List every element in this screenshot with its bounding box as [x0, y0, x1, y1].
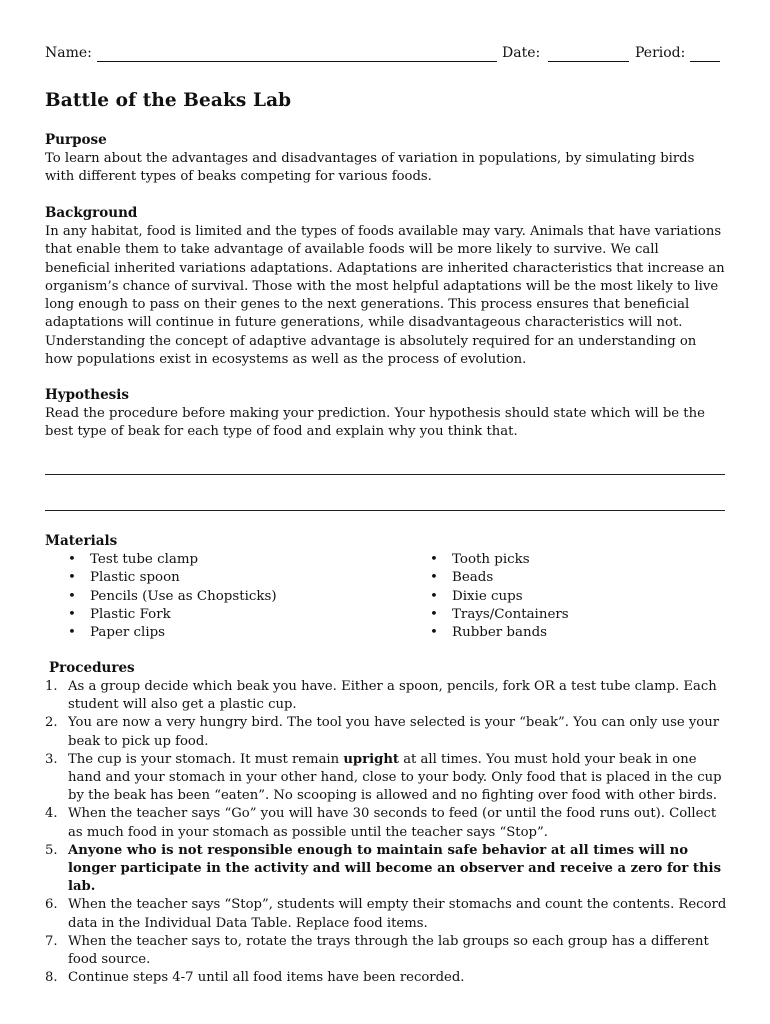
upright-emphasis: upright — [343, 751, 399, 767]
name-label: Name: — [45, 45, 92, 61]
material-item: • Plastic spoon — [45, 569, 385, 587]
material-item: • Trays/Containers — [407, 606, 707, 624]
material-item: • Test tube clamp — [45, 551, 385, 569]
purpose-heading: Purpose — [45, 132, 107, 148]
bullet-icon: • — [68, 625, 76, 641]
bullet-icon: • — [68, 588, 76, 604]
procedure-step-warning: 5. Anyone who is not responsible enough to maintain safe behavior at all times will no longer participate in the activity and will become an observer and receive a zero for this lab. — [45, 842, 721, 895]
bullet-icon: • — [68, 606, 76, 622]
purpose-text: To learn about the advantages and disadvantages of variation in populations, by simulating birds with different types of beaks competing for various foods. — [45, 151, 695, 185]
materials-list-left — [45, 551, 385, 642]
background-text: In any habitat, food is limited and the types of foods available may vary. Animals that have variations that enable them to take advantage of available foods will be more likely to survive. We call beneficial inherited variations adaptations. Adaptations are inherited characteristics that increase an organism’s chance of survival. Those with the most helpful adaptations will be the most likely to live long enough to pass on their genes to the next generations. This process ensures that beneficial adaptations will continue in future generations, while disadvantageous characteristics will not. Understanding the concept of adaptive advantage is absolutely required for an understanding on how populations exist in ecosystems as well as the process of evolution. — [45, 224, 725, 368]
date-label: Date: — [502, 45, 541, 61]
hypothesis-answer-line-2[interactable] — [45, 510, 725, 511]
bullet-icon: • — [68, 570, 76, 586]
date-blank-line[interactable] — [548, 61, 629, 62]
bullet-icon: • — [68, 552, 76, 567]
period-blank-line[interactable] — [690, 61, 720, 62]
page-title: Battle of the Beaks Lab — [45, 90, 292, 111]
material-item: • Paper clips — [45, 624, 385, 642]
bullet-icon: • — [430, 588, 438, 604]
material-item: • Rubber bands — [407, 624, 707, 642]
procedures-list — [45, 678, 729, 987]
bullet-icon: • — [430, 625, 438, 641]
materials-heading: Materials — [45, 533, 118, 549]
bullet-icon: • — [430, 606, 438, 622]
material-item: • Tooth picks — [407, 551, 707, 569]
name-blank-line[interactable] — [97, 61, 497, 62]
student-info-header — [45, 45, 725, 67]
procedure-step: 6. When the teacher says “Stop”, students will empty their stomachs and count the contents. Record data in the Individual Data Table. Replace food items. — [45, 897, 727, 931]
procedures-heading: Procedures — [49, 660, 135, 676]
materials-list-right — [407, 551, 707, 642]
material-item: • Plastic Fork — [45, 606, 385, 624]
procedure-step: 4. When the teacher says “Go” you will have 30 seconds to feed (or until the food runs out). Collect as much food in your stomach as possible until the teacher says “Stop”. — [45, 806, 717, 840]
bullet-icon: • — [430, 570, 438, 586]
procedure-step: 7. When the teacher says to, rotate the trays through the lab groups so each group has a different food source. — [45, 933, 709, 968]
hypothesis-text: Read the procedure before making your prediction. Your hypothesis should state which will be the best type of beak for each type of food and explain why you think that. — [45, 406, 705, 440]
hypothesis-answer-line-1[interactable] — [45, 474, 725, 475]
period-label: Period: — [635, 45, 686, 61]
procedure-step: 8. Continue steps 4-7 until all food items have been recorded. — [45, 970, 465, 986]
procedure-step: 1. As a group decide which beak you have. Either a spoon, pencils, fork OR a test tube clamp. Each student will also get a plastic cup. — [45, 679, 717, 713]
procedure-step: 3. The cup is your stomach. It must remain upright at all times. You must hold your beak in one hand and your stomach in your other hand, close to your body. Only food that is placed in the cup by the beak has been “eaten”. No scooping is allowed and no fighting over food with other birds. — [45, 751, 722, 804]
bullet-icon: • — [430, 552, 438, 567]
material-item: • Beads — [407, 569, 707, 587]
material-item: • Dixie cups — [407, 588, 707, 606]
procedure-step: 2. You are now a very hungry bird. The tool you have selected is your “beak”. You can only use your beak to pick up food. — [45, 715, 720, 749]
hypothesis-heading: Hypothesis — [45, 387, 130, 403]
background-heading: Background — [45, 205, 138, 221]
material-item: • Pencils (Use as Chopsticks) — [45, 588, 385, 606]
